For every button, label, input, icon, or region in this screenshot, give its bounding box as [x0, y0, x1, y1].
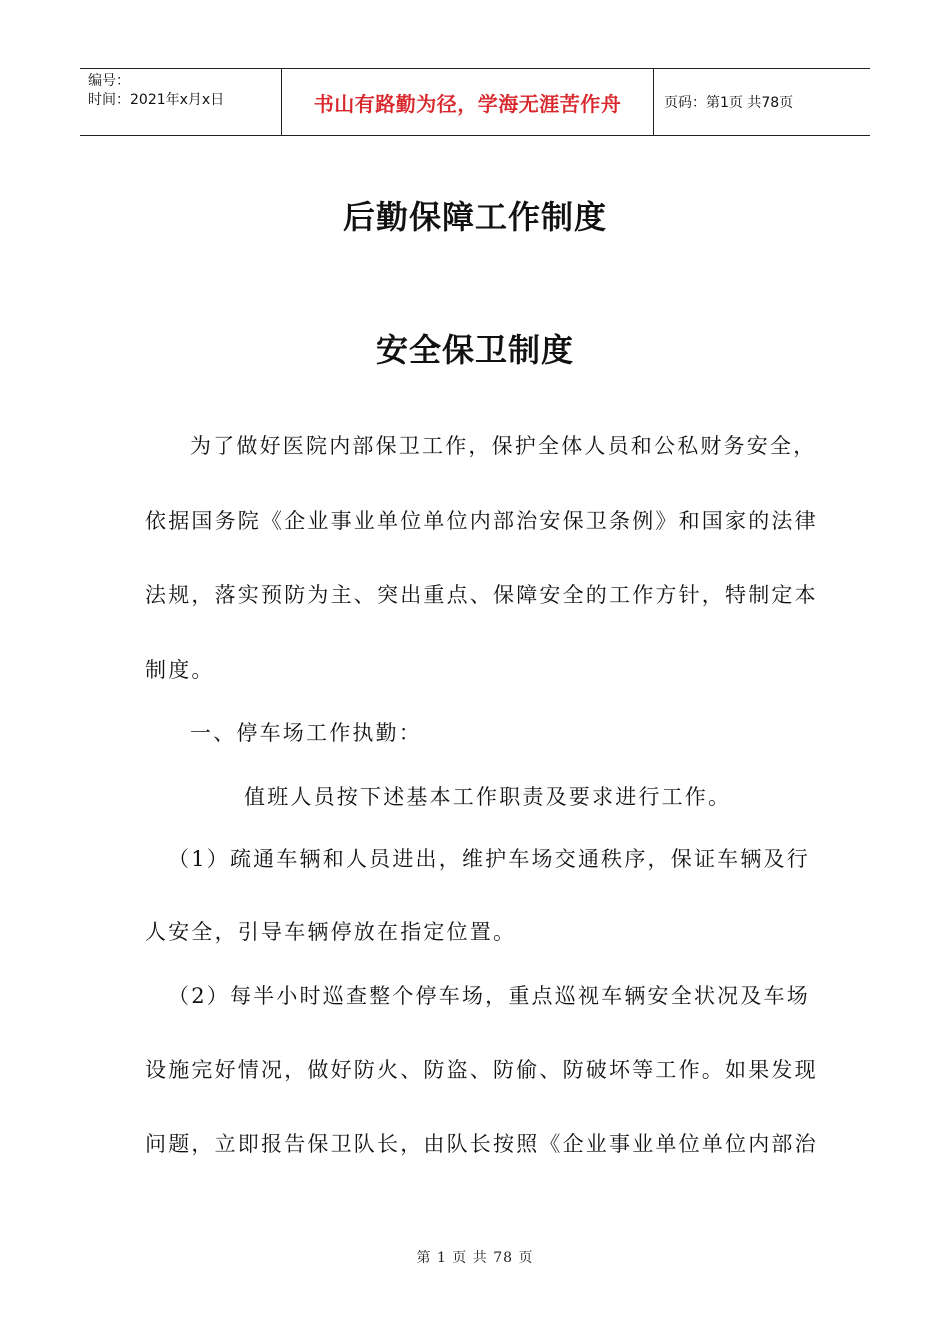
body-line-8: 人安全，引导车辆停放在指定位置。	[145, 920, 517, 944]
page-info: 页码：第1页 共78页	[664, 95, 794, 111]
body-line-3: 法规，落实预防为主、突出重点、保障安全的工作方针，特制定本	[145, 583, 818, 607]
page-footer: 第 1 页 共 78 页	[416, 1250, 534, 1266]
body-line-6: 值班人员按下述基本工作职责及要求进行工作。	[244, 785, 732, 809]
header-motto-cell	[282, 69, 654, 135]
main-title: 后勤保障工作制度	[342, 198, 607, 236]
body-line-11: 问题，立即报告保卫队长，由队长按照《企业事业单位单位内部治	[145, 1132, 818, 1156]
motto-text: 书山有路勤为径，学海无涯苦作舟	[313, 91, 622, 116]
header-meta-cell	[80, 69, 282, 135]
number-label: 编号：	[88, 73, 130, 89]
section-heading-1: 一、停车场工作执勤：	[190, 721, 422, 745]
header-page-cell	[654, 69, 870, 135]
body-line-7: （1）疏通车辆和人员进出，维护车场交通秩序，保证车辆及行	[168, 847, 810, 871]
body-line-10: 设施完好情况，做好防火、防盗、防偷、防破坏等工作。如果发现	[145, 1058, 818, 1082]
body-line-4: 制度。	[145, 658, 215, 682]
date-label: 时间：2021年x月x日	[88, 92, 225, 108]
body-line-1: 为了做好医院内部保卫工作，保护全体人员和公私财务安全，	[190, 434, 817, 458]
body-line-9: （2）每半小时巡查整个停车场，重点巡视车辆安全状况及车场	[168, 984, 810, 1008]
header-table	[80, 68, 870, 136]
body-line-2: 依据国务院《企业事业单位单位内部治安保卫条例》和国家的法律	[145, 509, 818, 533]
sub-title: 安全保卫制度	[375, 331, 574, 369]
